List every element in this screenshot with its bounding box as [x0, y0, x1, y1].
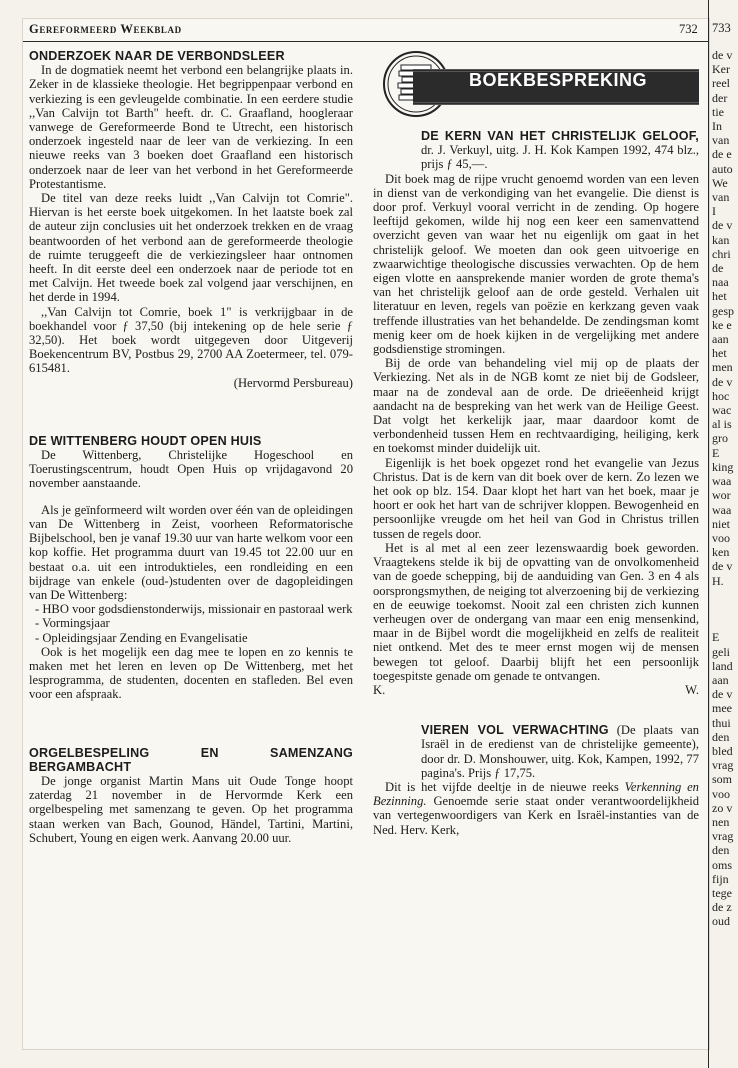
fragment-line: king [712, 459, 734, 474]
boekbespreking-banner [373, 49, 699, 119]
article-title-orgelbespeling: ORGELBESPELING EN SAMENZANG BERGAMBACHT [29, 745, 353, 774]
fragment-line: men [712, 360, 733, 375]
fragment-line: het [712, 346, 727, 361]
fragment-line: oms [712, 857, 733, 872]
article-paragraph: De Wittenberg, Christelijke Hogeschool en Toerustingscentrum, houdt Open Huis op vrijdagavond 20 november aanstaande. [29, 448, 353, 491]
fragment-line: zo v [712, 800, 733, 815]
fragment-line [712, 602, 738, 616]
fragment-line: naa [712, 275, 729, 290]
list-item: - HBO voor godsdienstonderwijs, missionair en pastoraal werk [35, 602, 353, 617]
fragment-line [712, 616, 738, 630]
page-number-left: 732 [679, 22, 698, 36]
fragment-line: de v [712, 687, 733, 702]
fragment-line: Ker [712, 62, 730, 77]
fragment-line: H. [712, 573, 724, 588]
fragment-line: waa [712, 502, 732, 517]
signature-right: W. [685, 682, 699, 697]
fragment-line: oud [712, 914, 730, 929]
text-run: Dit is het vijfde deeltje in de nieuwe reeks [385, 779, 625, 794]
fragment-line: tie [712, 104, 724, 119]
fragment-line: het [712, 289, 727, 304]
fragment-line: van [712, 190, 730, 205]
fragment-line: I [712, 204, 716, 219]
fragment-line: de v [712, 559, 733, 574]
article-source: (Hervormd Persbureau) [233, 375, 353, 390]
article-paragraph: De jonge organist Martin Mans uit Oude Tonge hoopt zaterdag 21 november in de Hervormde Kerk een orgelbespeling met samenzang te geven. Op het programma staan werken van Bach, Gounod, Händel, Tartini, Martini, Schubert, Young en eigen werk. Aanvang 20.00 uur. [29, 773, 353, 845]
fragment-line: van [712, 133, 730, 148]
fragment-line: chri [712, 246, 731, 261]
fragment-line: vrag [712, 829, 734, 844]
signature-left: K. [373, 682, 386, 697]
fragment-line: waa [712, 474, 732, 489]
fragment-line: al is [712, 417, 732, 432]
fragment-line: In [712, 119, 722, 134]
review-paragraph: Bij de orde van behandeling viel mij op de plaats der Verkiezing. Net als in de NGB komt ze niet bij de Godsleer, maar na de zondeval aan de orde. De drieëenheid krijgt aandacht na de bespreking van het werk van de Heilige Geest. Dat volgt het kerkelijk jaar, maar daardoor komt de verbondenheid tussen Hem en rechtvaardiging, heiliging, kerk en toekomst minder duidelijk uit. [373, 356, 699, 456]
fragment-line: E [712, 445, 720, 460]
book-meta: dr. J. Verkuyl, uitg. J. H. Kok Kampen 1992, 474 blz., prijs ƒ 45,—. [421, 143, 699, 172]
fragment-line: reel [712, 76, 730, 91]
book-heading [421, 129, 699, 172]
spacer [29, 390, 353, 434]
fragment-line: gro [712, 431, 728, 446]
fragment-line: de [712, 261, 724, 276]
page-number-right: 733 [712, 21, 731, 35]
list-item: - Opleidingsjaar Zending en Evangelisatie [35, 630, 248, 645]
fragment-line: ken [712, 545, 730, 560]
fragment-line: auto [712, 161, 733, 176]
list-item: - Vormingsjaar [35, 616, 110, 631]
article-paragraph: De titel van deze reeks luidt ,,Van Calvijn tot Comrie". Hiervan is het eerste boek uitgekomen. In het laatste boek zal de auteur zijn conclusies uit het onderzoek trekken en de vraag beantwoorden of het verbond aan de gereformeerde theologie de ruimte teruggeeft die de verkiezingsleer haar ontnomen heeft. In dit eerste deel een onderzoek naar de periode tot en met Calvijn. Het tweede boek zal volgend jaar verschijnen, en het derde in 1994. [29, 191, 353, 305]
fragment-line: mee [712, 701, 732, 716]
book-title-kern: DE KERN VAN HET CHRISTELIJK GELOOF, [421, 129, 699, 143]
book-heading [421, 723, 699, 780]
spacer [29, 491, 353, 503]
book-meta: (De plaats van Israël in de eredienst van de christelijke gemeente), door dr. D. Monshouwer, uitg. Kok, Kampen, 1992, 77 pagina's. Prijs ƒ 17,75. [421, 723, 699, 780]
fragment-line: de z [712, 900, 732, 915]
fragment-line: wac [712, 403, 732, 418]
fragment-line: hoc [712, 388, 730, 403]
left-column [29, 49, 353, 845]
series-name: Verkenning en Bezinning. [373, 779, 699, 809]
article-title-verbondsleer: ONDERZOEK NAAR DE VERBONDSLEER [29, 49, 285, 63]
review-paragraph: Dit boek mag de rijpe vrucht genoemd worden van een leven in dienst van de verkondiging van het evangelie. Die dienst is door prof. Verkuyl vooral verricht in de zending. Op hogere leeftijd gekomen, wilde hij nog een keer een samenvattend overzicht geven van waar het nu eigenlijk om gaat in het christelijk geloof. We moeten dan ook geen uitvoerige en zwaarwichtige theologische discussies verwachten. Op de hem eigen vlotte en aansprekende manier worden de grote thema's van het christelijk geloof aan de orde gesteld. Verhalen uit literatuur en leven, regels van poëzie en kerkzang geven vaak treffende illustraties van het behandelde. De zendingsman komt menig keer om de hoek kijken in de vergelijking met andere godsdienstige stromingen. [373, 171, 699, 357]
article-paragraph: Ook is het mogelijk een dag mee te lopen en zo kennis te maken met het leren en leven op De Wittenberg, met het lesprogramma, de studenten, docenten en stafleden. Bel even voor een afspraak. [29, 644, 353, 702]
fragment-line: de v [712, 218, 733, 233]
article-paragraph: Als je geïnformeerd wilt worden over één van de opleidingen van De Wittenberg in Zeist, voorheen Reformatorische Bijbelschool, ben je vanaf 19.30 uur van harte welkom voor een kop koffie. Het programma duurt van 19.45 tot 22.00 uur en bestaat o.a. uit een introduktieles, een rondleiding en een bijdrage van enkele (oud-)studenten over de dagopleidingen van De Wittenberg: [29, 502, 353, 602]
fragment-line: We [712, 175, 728, 190]
fragment-line: thui [712, 715, 731, 730]
review-paragraph [373, 780, 699, 837]
newspaper-page [22, 18, 710, 1050]
fragment-line: land [712, 658, 733, 673]
fragment-line: geli [712, 644, 730, 659]
fragment-line: aan [712, 332, 729, 347]
banner-title: BOEKBESPREKING [469, 70, 648, 90]
book-title-vieren: VIEREN VOL VERWACHTING [421, 723, 609, 738]
fragment-line: voo [712, 530, 730, 545]
fragment-line: de v [712, 374, 733, 389]
article-title-wittenberg: DE WITTENBERG HOUDT OPEN HUIS [29, 433, 262, 448]
fragment-line: voo [712, 786, 730, 801]
fragment-line: vrag [712, 758, 734, 773]
fragment-line: de v [712, 48, 733, 62]
fragment-line: de e [712, 147, 732, 162]
publication-title: Gereformeerd Weekblad [29, 22, 182, 36]
fragment-line: kan [712, 232, 730, 247]
fragment-line: som [712, 772, 733, 787]
fragment-line: aan [712, 672, 729, 687]
fragment-line: der [712, 90, 728, 105]
next-page-fragment [712, 48, 738, 929]
fragment-line: fijn [712, 871, 729, 886]
fragment-line: den [712, 729, 730, 744]
right-column [373, 49, 699, 837]
review-paragraph: Eigenlijk is het boek opgezet rond het evangelie van Jezus Christus. Dat is de kern van dit boek over de kern. Zo lezen we het ook op blz. 154. Daar klopt het hart van het boek, maar je hoort er ook het hart van de schrijver kloppen. Bewogenheid en persoonlijke vreugde om het heil van God in Christus trillen tussen de regels door. [373, 455, 699, 541]
fragment-line: wor [712, 488, 731, 503]
text-run: Genoemde serie staat onder verantwoordelijkheid van vertegenwoordigers van Kerk en Israël-instanties van de Ned. Herv. Kerk, [373, 794, 699, 837]
page-gutter [708, 0, 709, 1068]
fragment-line: bled [712, 743, 733, 758]
fragment-line: den [712, 843, 730, 858]
article-paragraph: In de dogmatiek neemt het verbond een belangrijke plaats in. Zeker in de klassieke theologie. Het begrippenpaar verbond en verkiezing is een gevleugelde combinatie. In een eerdere studie ,,Van Calvijn tot Barth" heeft. dr. C. Graafland, hoogleraar vanwege de Gereformeerde Bond te Utrecht, een historisch onderzoek ingesteld naar de leer van de verkiezing. In een nieuwe reeks van 3 boeken doet Graafland een historisch onderzoek naar de leer van het verbond in het Gereformeerde Protestantisme. [29, 63, 353, 191]
fragment-line: E [712, 630, 720, 645]
spacer [29, 702, 353, 746]
page-header [23, 19, 709, 42]
article-paragraph: ,,Van Calvijn tot Comrie, boek 1" is verkrijgbaar in de boekhandel voor ƒ 37,50 (bij intekening op de hele serie ƒ 32,50). Het boek wordt uitgegeven door Uitgeverij Boekencentrum BV, Postbus 29, 2700 AA Zoetermeer, tel. 079-615481. [29, 304, 353, 376]
review-paragraph: Het is al met al een zeer lezenswaardig boek geworden. Vraagtekens stelde ik bij de opvatting van de onvolkomenheid van de goede schepping, bij de aanduiding van Gen. 3 en 4 als oorsprongsmythen, de neiging tot alverzoening bij de verkiezing en de eeuwige toekomst. Nooit zal een christen zich kunnen verheugen over de ondergang van maar een enig mensenkind, maar in de Bijbel wordt die mogelijkheid en zelfs de realiteit niet ontkend. Met des te meer ernst mogen wij de mensen bewegen tot geloof. Daarbij blijft het een persoonlijk toegespitste genade om genade te ontvangen. [373, 540, 699, 683]
fragment-line: nen [712, 814, 730, 829]
spacer [373, 697, 699, 723]
fragment-line: tege [712, 885, 732, 900]
review-signature [373, 683, 699, 697]
fragment-line: niet [712, 516, 730, 531]
fragment-line [712, 588, 738, 602]
fragment-line: gesp [712, 303, 734, 318]
fragment-line: ke e [712, 317, 732, 332]
